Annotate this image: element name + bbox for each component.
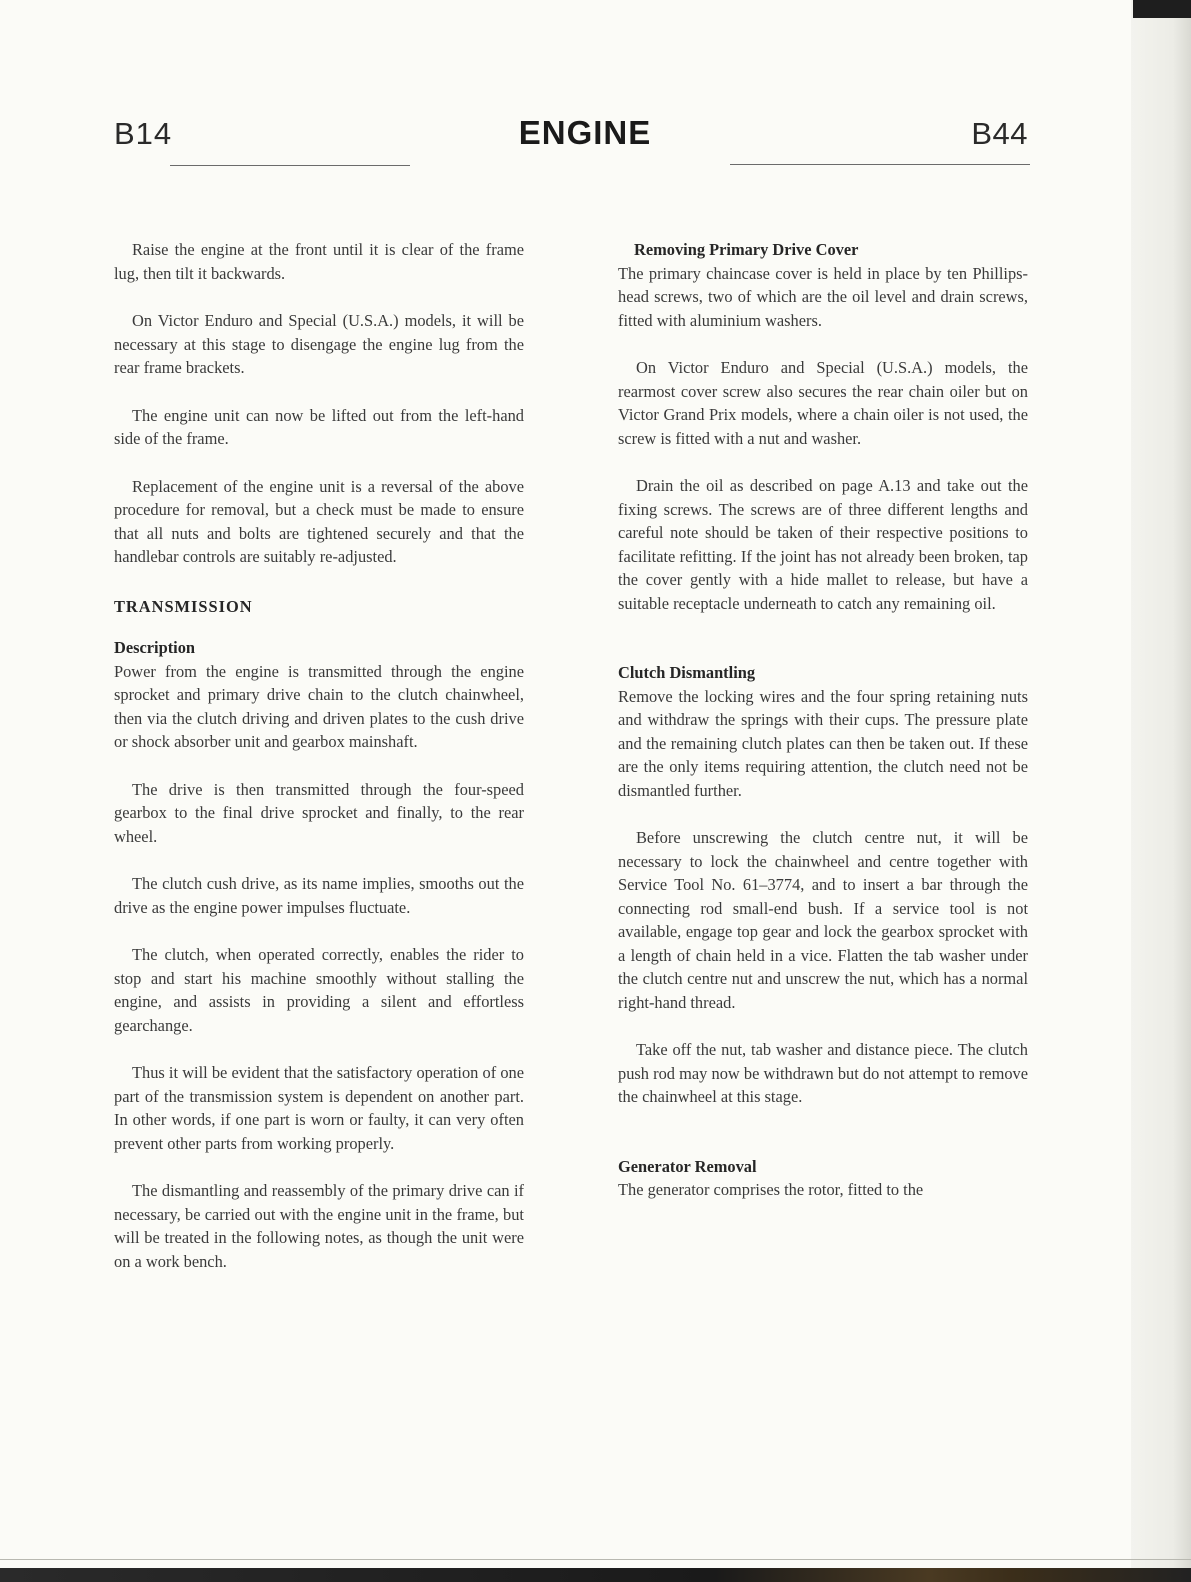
paragraph: Before unscrewing the clutch centre nut, it will be necessary to lock the chainwheel and centre together with Service Tool No. 61–3774, and to insert a bar through the connecting rod small-end bush. If a service tool is not available, engage top gear and lock the gearbox sprocket with a length of chain held in a vice. Flatten the tab washer under the clutch centre nut and unscrew the nut, which has a normal right-hand thread.	[618, 828, 1028, 1012]
paragraph: The primary chaincase cover is held in place by ten Phillips-head screws, two of which are the oil level and drain screws, fitted with aluminium washers.	[618, 263, 1028, 330]
generator-heading: Generator Removal	[618, 1156, 757, 1176]
header-rule-right	[730, 164, 1030, 165]
paragraph: The drive is then transmitted through the four-speed gearbox to the final drive sprocket and finally, to the rear wheel.	[114, 779, 524, 846]
paragraph: The clutch cush drive, as its name implies, smooths out the drive as the engine power impulses fluctuate.	[114, 874, 524, 917]
paragraph: The generator comprises the rotor, fitted to the	[618, 1180, 924, 1199]
section-title: TRANSMISSION	[114, 596, 253, 616]
left-column	[114, 238, 524, 1273]
paragraph: The dismantling and reassembly of the primary drive can if necessary, be carried out with the engine unit in the frame, but will be treated in the following notes, as though the unit were on a work bench.	[114, 1181, 524, 1271]
page-header	[0, 112, 1191, 172]
paragraph: Power from the engine is transmitted through the engine sprocket and primary drive chain to the clutch chainwheel, then via the clutch driving and driven plates to the cush drive or shock absorber unit and gearbox mainshaft.	[114, 661, 524, 751]
paragraph: Remove the locking wires and the four spring retaining nuts and withdraw the springs with their cups. The pressure plate and the remaining clutch plates can then be taken out. If these are the only items requiring attention, the clutch need not be dismantled further.	[618, 686, 1028, 800]
clutch-heading: Clutch Dismantling	[618, 663, 756, 682]
page-title: ENGINE	[518, 114, 652, 151]
paragraph: The engine unit can now be lifted out from the left-hand side of the frame.	[114, 405, 524, 448]
page-edge-shadow	[1131, 0, 1191, 1582]
paragraph: Drain the oil as described on page A.13 and take out the fixing screws. The screws are of three different lengths and careful note should be taken of their respective positions to facilitate refitting. If the joint has not already been broken, tap the cover gently with a hide mallet to release, but have a suitable receptacle underneath to catch any remaining oil.	[618, 476, 1028, 613]
paragraph: Raise the engine at the front until it is clear of the frame lug, then tilt it backwards.	[114, 240, 524, 283]
header-rule-left	[170, 165, 410, 166]
paragraph: Replacement of the engine unit is a reversal of the above procedure for removal, but a check must be made to ensure that all nuts and bolts are tightened securely and that the handlebar controls are suitably re-adjusted.	[114, 476, 524, 566]
bottom-divider	[0, 1559, 1191, 1560]
primary-drive-heading: Removing Primary Drive Cover	[634, 240, 859, 259]
scan-corner-mark	[1133, 0, 1191, 18]
paragraph: On Victor Enduro and Special (U.S.A.) models, the rearmost cover screw also secures the rear chain oiler but on Victor Grand Prix models, where a chain oiler is not used, the screw is fitted with a nut and washer.	[618, 358, 1028, 448]
paragraph: The clutch, when operated correctly, enables the rider to stop and start his machine smoothly without stalling the engine, and assists in providing a silent and effortless gearchange.	[114, 945, 524, 1035]
paragraph: Thus it will be evident that the satisfactory operation of one part of the transmission system is dependent on another part. In other words, if one part is worn or faulty, it can very often prevent other parts from working properly.	[114, 1063, 524, 1153]
header-left-code: B14	[114, 116, 173, 151]
paragraph: Take off the nut, tab washer and distance piece. The clutch push rod may now be withdrawn but do not attempt to remove the chainwheel at this stage.	[618, 1040, 1028, 1106]
description-heading: Description	[114, 638, 196, 657]
right-column	[618, 238, 1028, 1202]
scan-bottom-edge	[0, 1568, 1191, 1582]
paragraph: On Victor Enduro and Special (U.S.A.) models, it will be necessary at this stage to disengage the engine lug from the rear frame brackets.	[114, 311, 524, 377]
header-right-code: B44	[971, 116, 1028, 151]
